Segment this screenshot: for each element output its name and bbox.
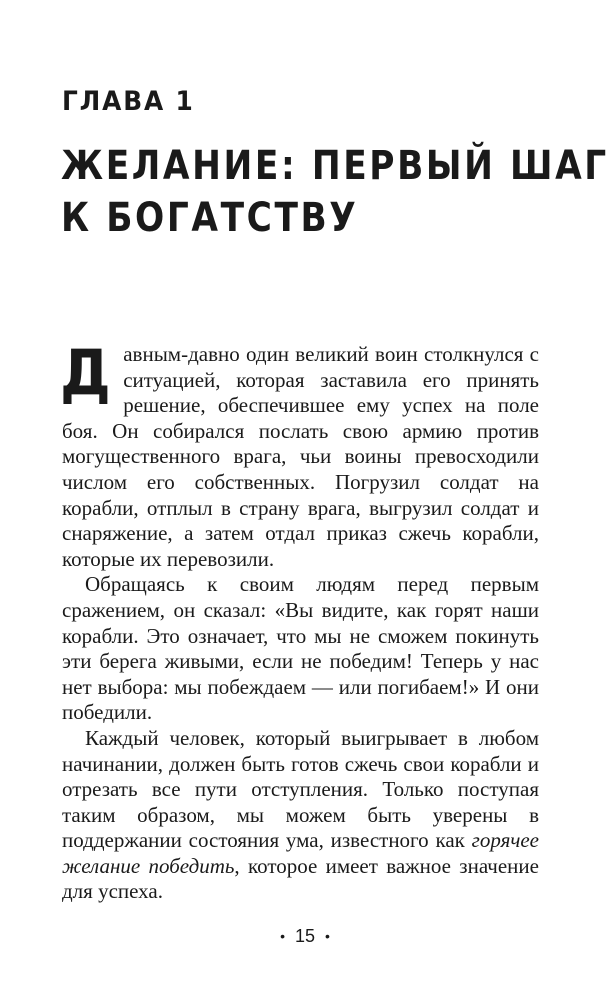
page-number-footer (0, 924, 610, 948)
paragraph-3 (62, 726, 539, 905)
bullet-left-icon: • (280, 928, 285, 944)
chapter-title-line-1: ЖЕЛАНИЕ: ПЕРВЫЙ ШАГ (61, 143, 609, 189)
paragraph-3-emphasis: горячее желание победить (62, 828, 539, 878)
chapter-title (61, 140, 609, 244)
paragraph-1-text: авным-давно один великий воин столкнулся с ситуацией, которая заставила его принять решение, обеспечившее ему успех на поле боя. Он собирался послать свою армию против могущественного врага, чьи воины превосходили числом его собственных. Погрузил солдат на корабли, отплыл в страну врага, выгрузил солдат и снаряжение, а затем отдал приказ сжечь корабли, которые их перевозили. (62, 342, 539, 571)
paragraph-1 (60, 336, 539, 572)
page-number: 15 (294, 926, 316, 946)
paragraph-2-text: Обращаясь к своим людям перед первым сражением, он сказал: «Вы видите, как горят наши корабли. Это означает, что мы не сможем покинуть эти берега живыми, если не победим! Теперь у нас нет выбора: мы побеждаем — или погибаем!» И они победили. (62, 572, 539, 725)
drop-cap: Д (60, 336, 111, 409)
paragraph-2 (62, 572, 539, 726)
chapter-label: ГЛАВА 1 (62, 86, 195, 117)
paragraph-3-text-after: , которое имеет важное значение для успеха. (62, 853, 539, 904)
bullet-right-icon: • (325, 928, 330, 944)
body-text (60, 336, 539, 905)
chapter-title-line-2: К БОГАТСТВУ (61, 195, 359, 241)
paragraph-3-text-before: Каждый человек, который выигрывает в любом начинании, должен быть готов сжечь свои корабли и отрезать все пути отступления. Только поступая таким образом, мы можем быть уверены в поддержании состояния ума, известного как (62, 725, 539, 853)
